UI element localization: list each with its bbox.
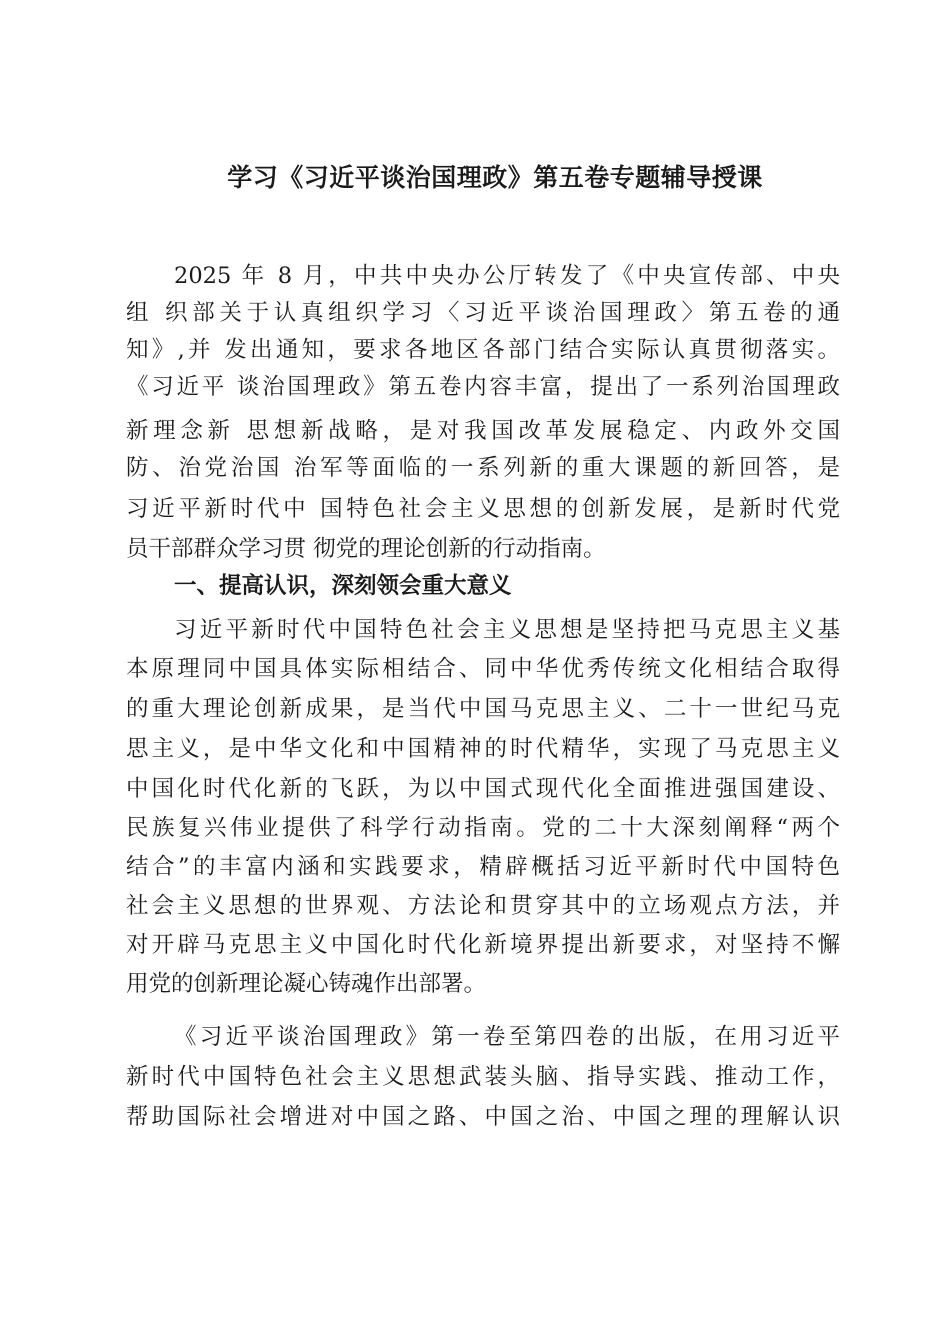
paragraph-3-line-3: 帮助国际社会增进对中国之路、中国之治、中国之理的理解认识 [126, 1104, 840, 1130]
document-title: 学习《习近平谈治国理政》第五卷专题辅导授课 [227, 163, 763, 192]
paragraph-2-line-6: 民族复兴伟业提供了科学行动指南。党的二十大深刻阐释“两个 [126, 815, 840, 841]
paragraph-1-line-4: 《习近平 谈治国理政》第五卷内容丰富，提出了一系列治国理政 [126, 374, 840, 400]
paragraph-1-line-1: 2025 年 8 月，中共中央办公厅转发了《中央宣传部、中央 [174, 263, 840, 289]
paragraph-2-line-9: 对开辟马克思主义中国化时代化新境界提出新要求，对坚持不懈 [126, 932, 840, 958]
section-heading-1: 一、提高认识，深刻领会重大意义 [174, 573, 512, 599]
paragraph-1-line-3: 知》,并 发出通知，要求各地区各部门结合实际认真贯彻落实。 [126, 337, 840, 363]
paragraph-2-line-8: 社会主义思想的世界观、方法论和贯穿其中的立场观点方法，并 [126, 893, 840, 919]
paragraph-2-line-4: 思主义，是中华文化和中国精神的时代精华，实现了马克思主义 [126, 736, 840, 762]
paragraph-1-line-6: 防、治党治国 治军等面临的一系列新的重大课题的新回答，是 [126, 455, 840, 481]
paragraph-3-line-2: 新时代中国特色社会主义思想武装头脑、指导实践、推动工作， [126, 1064, 840, 1090]
paragraph-2-line-3: 的重大理论创新成果，是当代中国马克思主义、二十一世纪马克 [126, 696, 840, 722]
paragraph-2-line-10: 用党的创新理论凝心铸魂作出部署。 [126, 971, 487, 997]
paragraph-3-line-1: 《习近平谈治国理政》第一卷至第四卷的出版，在用习近平 [174, 1024, 840, 1050]
paragraph-2-line-7: 结合”的丰富内涵和实践要求，精辟概括习近平新时代中国特色 [126, 854, 840, 880]
paragraph-2-line-5: 中国化时代化新的飞跃，为以中国式现代化全面推进强国建设、 [126, 776, 840, 802]
paragraph-2-line-2: 本原理同中国具体实际相结合、同中华优秀传统文化相结合取得 [126, 656, 840, 682]
paragraph-1-line-7: 习近平新时代中 国特色社会主义思想的创新发展，是新时代党 [126, 496, 840, 522]
paragraph-1-line-2: 组 织部关于认真组织学习〈习近平谈治国理政〉第五卷的通 [126, 300, 840, 326]
paragraph-1-line-8: 员干部群众学习贯 彻党的理论创新的行动指南。 [126, 536, 606, 562]
paragraph-1-line-5: 新理念新 思想新战略，是对我国改革发展稳定、内政外交国 [126, 418, 840, 444]
paragraph-2-line-1: 习近平新时代中国特色社会主义思想是坚持把马克思主义基 [174, 617, 840, 643]
